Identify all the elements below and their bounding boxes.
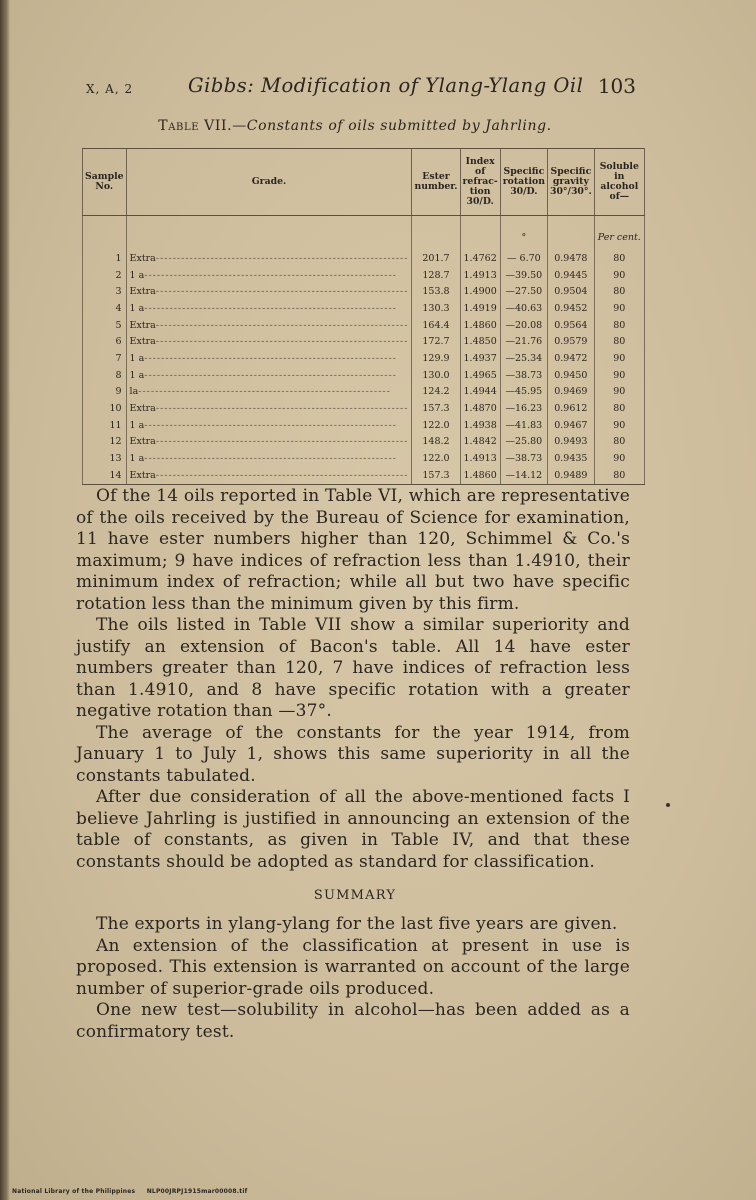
grade-cell [126,250,412,267]
grade-cell [126,300,412,317]
soluble-alcohol-cell: 80 [594,333,644,350]
specific-rotation-cell: —27.50 [500,283,547,300]
sample-no-cell: 7 [83,350,127,367]
grade-label: Extra [129,403,156,415]
soluble-alcohol-cell: 90 [594,267,644,284]
grade-cell [126,367,412,384]
specific-gravity-cell: 0.9579 [547,333,594,350]
table-row [83,384,645,401]
leader-dots: ------------------------------------------------------------ [138,386,391,398]
specific-rotation-cell: —38.73 [500,450,547,467]
leader-dots: ------------------------------------------------------------ [144,269,397,281]
soluble-alcohol-cell: 90 [594,350,644,367]
sample-no-cell: 3 [83,283,127,300]
ester-number-cell: 122.0 [412,450,460,467]
specific-gravity-cell: 0.9435 [547,450,594,467]
grade-label: Extra [129,286,156,298]
ester-number-cell: 129.9 [412,350,460,367]
refraction-index-cell: 1.4919 [460,300,500,317]
specific-gravity-cell: 0.9445 [547,267,594,284]
refraction-index-cell: 1.4965 [460,367,500,384]
col-soluble-in-alcohol: Soluble in alcohol of— [594,149,644,216]
grade-cell [126,333,412,350]
ester-number-cell: 130.0 [412,367,460,384]
grade-label: 1 a [129,302,145,314]
ester-number-cell: 130.3 [412,300,460,317]
soluble-alcohol-cell: 90 [594,367,644,384]
leader-dots: ------------------------------------------------------------ [155,336,409,348]
summary-paragraph: An extension of the classification at present in use is proposed. This extension is warranted on account of the large number of superior-grade oils produced. [76,935,630,999]
specific-rotation-cell: —25.34 [500,350,547,367]
grade-label: 1 a [129,453,145,465]
table-row [83,317,645,334]
soluble-alcohol-cell: 90 [594,450,644,467]
table-row [83,300,645,317]
refraction-index-cell: 1.4913 [460,267,500,284]
summary-paragraph: The exports in ylang-ylang for the last five years are given. [96,914,618,934]
paragraph: The oils listed in Table VII show a similar superiority and justify an extension of Bacon's table. All 14 have ester numbers greater than 120, 7 have indices of refraction less than 1.4910, and 8 have specific rotation with a greater negative rotation than —37°. [76,615,630,721]
refraction-index-cell: 1.4860 [460,317,500,334]
leader-dots: ------------------------------------------------------------ [155,319,409,331]
sample-no-cell: 8 [83,367,127,384]
table-row [83,467,645,484]
footer-file-id: NLP00JRPJ1915mar00008.tif [146,1188,248,1195]
table-row [83,450,645,467]
specific-gravity-cell: 0.9450 [547,367,594,384]
sample-no-cell: 1 [83,250,127,267]
refraction-index-cell: 1.4937 [460,350,500,367]
leader-dots: ------------------------------------------------------------ [144,302,397,314]
col-grade: Grade. [126,149,412,216]
specific-rotation-cell: —16.23 [500,400,547,417]
paragraph: After due consideration of all the above-mentioned facts I believe Jahrling is justified in announcing an extension of the table of constants, as given in Table IV, and that these constants should be adopted as standard for classification. [76,787,630,872]
soluble-alcohol-cell: 80 [594,250,644,267]
grade-label: 1 a [129,269,145,281]
grade-cell [126,417,412,434]
leader-dots: ------------------------------------------------------------ [144,453,397,465]
paragraph: The average of the constants for the year 1914, from January 1 to July 1, shows this same superiority in all the constants tabulated. [76,722,630,786]
unit-degree: ° [500,216,547,251]
soluble-alcohol-cell: 80 [594,400,644,417]
grade-cell [126,400,412,417]
soluble-alcohol-cell: 90 [594,300,644,317]
specific-rotation-cell: —20.08 [500,317,547,334]
sample-no-cell: 9 [83,384,127,401]
refraction-index-cell: 1.4842 [460,434,500,451]
col-specific-gravity: Specific gravity 30°/30°. [547,149,594,216]
soluble-alcohol-cell: 90 [594,384,644,401]
specific-rotation-cell: —40.63 [500,300,547,317]
grade-label: 1 a [129,352,145,364]
grade-cell [126,267,412,284]
ester-number-cell: 153.8 [412,283,460,300]
scan-footer [12,1188,247,1195]
table-row [83,333,645,350]
grade-label: Extra [129,436,156,448]
ester-number-cell: 128.7 [412,267,460,284]
leader-dots: ------------------------------------------------------------ [155,403,409,415]
leader-dots: ------------------------------------------------------------ [144,369,397,381]
paragraph: Of the 14 oils reported in Table VI, which are representative of the oils received by the Bureau of Science for examination, 11 have ester numbers higher than 120, Schimmel & Co.'s maximum; 9 have indices of refraction less than 1.4910, their minimum index of refraction; while all but two have specific rotation less than the minimum given by this firm. [76,486,630,614]
specific-gravity-cell: 0.9564 [547,317,594,334]
specific-rotation-cell: —39.50 [500,267,547,284]
refraction-index-cell: 1.4762 [460,250,500,267]
specific-gravity-cell: 0.9489 [547,467,594,484]
specific-rotation-cell: —21.76 [500,333,547,350]
grade-label: Extra [129,252,156,264]
specific-rotation-cell: —45.95 [500,384,547,401]
summary-paragraphs [76,914,630,1043]
table-row [83,400,645,417]
grade-cell [126,283,412,300]
table-row [83,283,645,300]
soluble-alcohol-cell: 90 [594,417,644,434]
sample-no-cell: 13 [83,450,127,467]
specific-gravity-cell: 0.9478 [547,250,594,267]
col-index-of-refraction: Index of refrac-tion 30/D. [460,149,500,216]
refraction-index-cell: 1.4944 [460,384,500,401]
table-row [83,267,645,284]
table-row [83,417,645,434]
specific-rotation-cell: —14.12 [500,467,547,484]
running-header [86,74,642,104]
grade-label: 1 a [129,419,145,431]
summary-heading: SUMMARY [313,888,397,903]
summary-paragraph: One new test—solubility in alcohol—has been added as a confirmatory test. [76,1000,630,1042]
body-paragraphs [76,486,630,873]
ester-number-cell: 172.7 [412,333,460,350]
section-label: X, A, 2 [86,82,134,96]
grade-cell [126,467,412,484]
soluble-alcohol-cell: 80 [594,467,644,484]
sample-no-cell: 5 [83,317,127,334]
table-unit-row [83,216,645,251]
specific-gravity-cell: 0.9452 [547,300,594,317]
ester-number-cell: 122.0 [412,417,460,434]
grade-cell [126,384,412,401]
table-caption-text: —Constants of oils submitted by Jahrling. [232,118,552,134]
sample-no-cell: 11 [83,417,127,434]
sample-no-cell: 10 [83,400,127,417]
sample-no-cell: 14 [83,467,127,484]
col-specific-rotation: Specific rotation 30/D. [500,149,547,216]
table-row [83,434,645,451]
refraction-index-cell: 1.4850 [460,333,500,350]
grade-label: Extra [129,319,156,331]
specific-gravity-cell: 0.9493 [547,434,594,451]
grade-cell [126,350,412,367]
grade-label: Extra [129,469,156,481]
grade-cell [126,450,412,467]
constants-table [82,148,645,485]
running-title: Gibbs: Modification of Ylang-Ylang Oil [188,74,584,97]
grade-cell [126,434,412,451]
specific-rotation-cell: — 6.70 [500,250,547,267]
ester-number-cell: 201.7 [412,250,460,267]
sample-no-cell: 12 [83,434,127,451]
ester-number-cell: 148.2 [412,434,460,451]
unit-per-cent: Per cent. [594,216,644,251]
sample-no-cell: 2 [83,267,127,284]
soluble-alcohol-cell: 80 [594,283,644,300]
specific-gravity-cell: 0.9469 [547,384,594,401]
grade-label: 1 a [129,369,145,381]
page-binding-edge [0,0,10,1200]
specific-gravity-cell: 0.9612 [547,400,594,417]
refraction-index-cell: 1.4938 [460,417,500,434]
table-caption [0,118,710,134]
ester-number-cell: 164.4 [412,317,460,334]
sample-no-cell: 4 [83,300,127,317]
refraction-index-cell: 1.4913 [460,450,500,467]
grade-cell [126,317,412,334]
leader-dots: ------------------------------------------------------------ [155,469,409,481]
table-header-row [83,149,645,216]
specific-rotation-cell: —38.73 [500,367,547,384]
specific-gravity-cell: 0.9472 [547,350,594,367]
specific-rotation-cell: —41.83 [500,417,547,434]
col-sample-no: Sample No. [83,149,127,216]
grade-label: Extra [129,336,156,348]
specific-gravity-cell: 0.9504 [547,283,594,300]
col-ester-number: Ester number. [412,149,460,216]
specific-gravity-cell: 0.9467 [547,417,594,434]
leader-dots: ------------------------------------------------------------ [155,252,409,264]
soluble-alcohol-cell: 80 [594,434,644,451]
ester-number-cell: 157.3 [412,400,460,417]
refraction-index-cell: 1.4900 [460,283,500,300]
leader-dots: ------------------------------------------------------------ [144,419,397,431]
table-row [83,367,645,384]
leader-dots: ------------------------------------------------------------ [144,352,397,364]
table-row [83,350,645,367]
table-row [83,250,645,267]
leader-dots: ------------------------------------------------------------ [155,436,409,448]
sample-no-cell: 6 [83,333,127,350]
leader-dots: ------------------------------------------------------------ [155,286,409,298]
refraction-index-cell: 1.4860 [460,467,500,484]
table-caption-label: Table VII. [158,118,233,134]
page-number: 103 [597,74,636,98]
specific-rotation-cell: —25.80 [500,434,547,451]
ester-number-cell: 157.3 [412,467,460,484]
footer-library: National Library of the Philippines [12,1188,136,1195]
grade-label: la [129,386,139,398]
ink-speck [666,803,670,807]
refraction-index-cell: 1.4870 [460,400,500,417]
soluble-alcohol-cell: 80 [594,317,644,334]
ester-number-cell: 124.2 [412,384,460,401]
